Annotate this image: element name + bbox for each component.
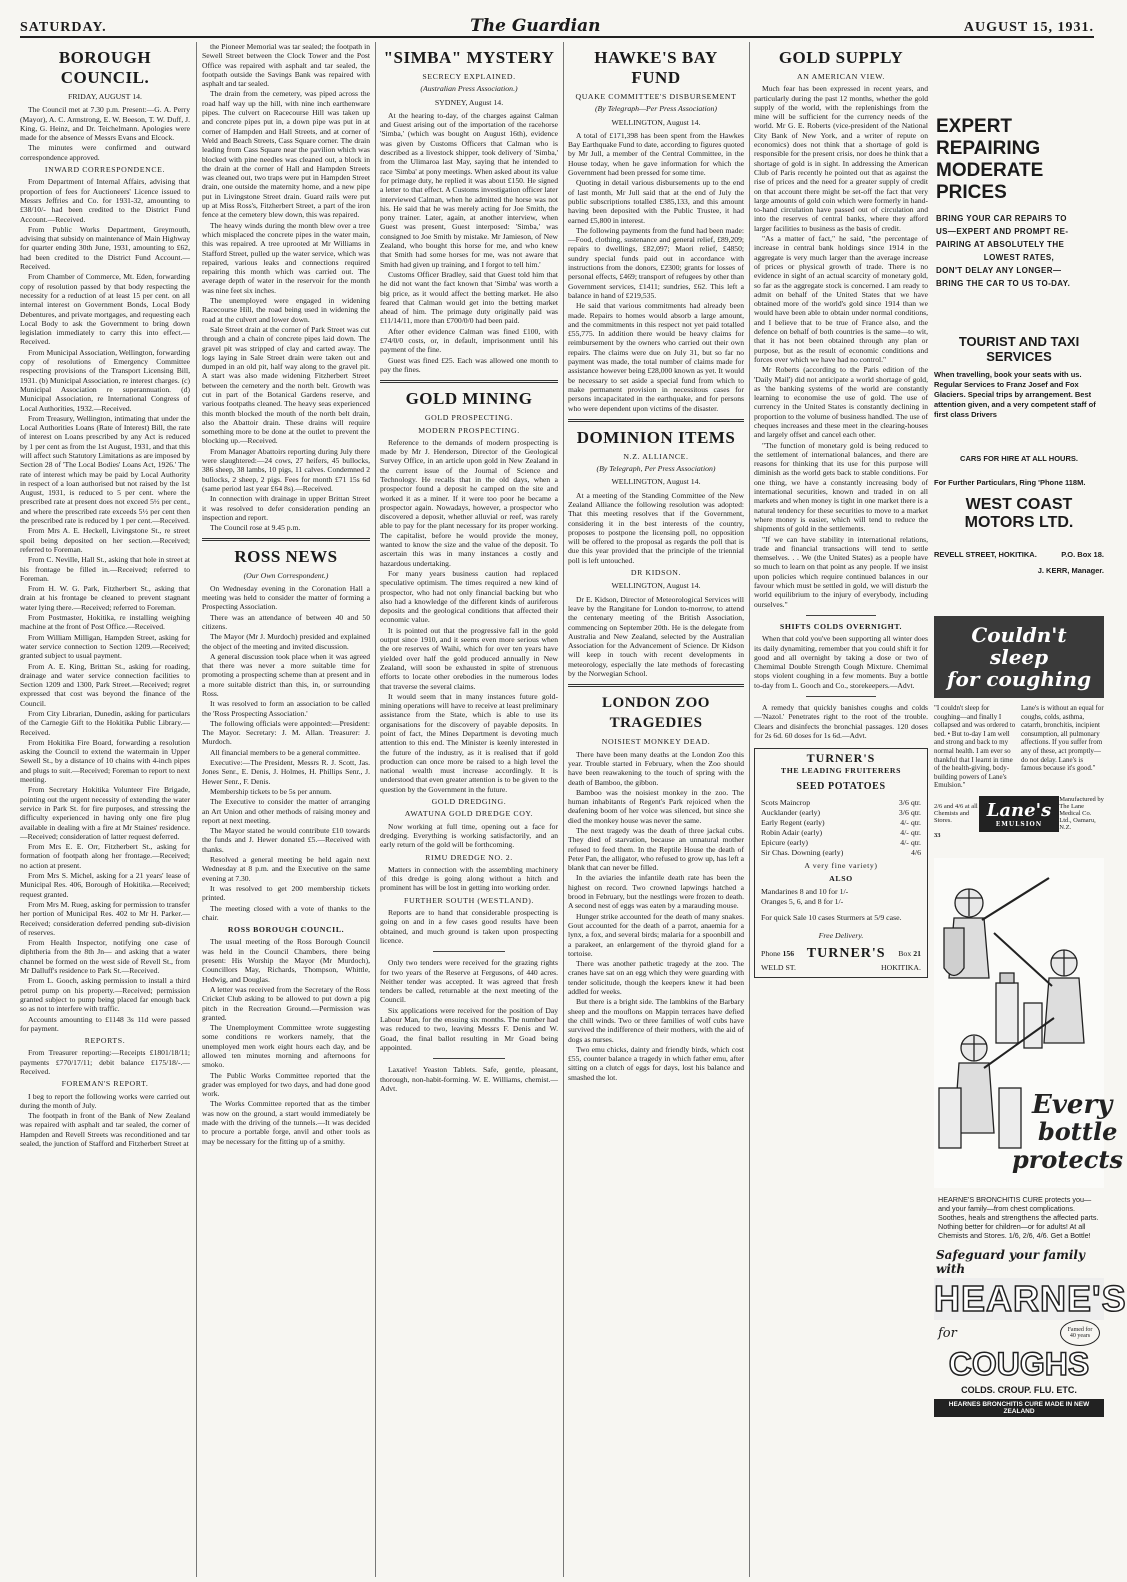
item-name: Early Regent (early): [761, 818, 825, 828]
taxi-title: TOURIST AND TAXI SERVICES: [958, 334, 1080, 364]
paragraph: Now working at full time, opening out a face for dredging. Everything is working satisfactorily, and an early return of the gold will be forthcoming.: [380, 821, 558, 850]
subheading: QUAKE COMMITTEE'S DISBURSEMENT: [575, 92, 737, 101]
paragraph: The footpath in front of the Bank of New Zealand was repaired with asphalt and tar sealed, the corner of Hampden and Revell Streets was reconditioned and tar sealed, the junction of Stafford and Fitzherbert Street at: [20, 1111, 190, 1149]
phone-number: 156: [782, 949, 795, 959]
source-line: (By Telegraph, Per Press Association): [596, 464, 716, 474]
paragraph: Six applications were received for the position of Day Labour Man, for the ensuing six months. The number had was reduced to two, leaving Messrs F. Denis and W. Goad, the final ballot resulting in Mr Goad being appointed.: [380, 1005, 558, 1052]
lanes-footer: [934, 796, 1104, 832]
item-name: Aucklander (early): [761, 808, 821, 818]
paragraph: It would seem that in many instances future gold-mining operations will have to receive at least preliminary assistance from the State, which is able to use its organisations for the discovery of payable deposits. In point of fact, the Mines Department is devoting much attention to this end. The Minister is keenly interested in the future of the industry, as it is realised that if gold production can once more be raised to a high level the national wealth must increase accordingly. It is understood that even greater attention is to be given to the question by the Government in the future.: [380, 691, 558, 794]
column-rule: [563, 42, 564, 1577]
paragraph: The usual meeting of the Ross Borough Council was held in the Council Chambers, there being present: His Worship the Mayor (Mr Murdoch), Councillors May, Richards, Thompson, Whittle, Hedwig, and Douglas.: [202, 937, 370, 984]
section-divider: [568, 684, 744, 687]
lanes-maker: Manufactured by The Lane Medical Co. Ltd., Oamaru, N.Z.: [1059, 796, 1104, 832]
bottle-word: bottle: [1038, 1117, 1118, 1146]
paragraph: A total of £171,398 has been spent from the Hawkes Bay Earthquake Fund to date, according to figures quoted by Mr Jull, a member of the Central Committee, in the House today, when he gave information for which the Government had been pressed for some time.: [568, 130, 744, 178]
turners-title: SEED POTATOES: [796, 781, 886, 793]
column-simba-gold-mining: [380, 42, 558, 1577]
repair-line: LOWEST RATES,: [983, 253, 1055, 262]
repair-headline-1: EXPERT REPAIRING: [936, 116, 1041, 159]
paragraph: "If we can have stability in international relations, trade and financial transactions will tend to settle themselves. . . We (the United States) as a people have so much to learn on that point as any people. If we insist upon policies which require continued balances in our favour which must be settled in gold, we will disturb the world equilibrium to the injury of everybody, including ourselves.": [754, 534, 928, 609]
paragraph: A remedy that quickly banishes coughs and colds—'Nazol.' Penetrates right to the root of the trouble. Clears and disinfects the bronchial passages. 120 doses for 2s 6d. 60 doses for 1s 6d.—Advt.: [754, 703, 928, 740]
paragraph: He said that various commitments had already been made. Repairs to homes would absorb a large amount, and the commitments in this respect not yet paid totalled £55,775. In addition there would be heavy claims for reimbursement by the owners who carried out their own repairs. The claims were due on July 31, but so far no payment was made, the total number of claims made for assistance however being £28,000 known as yet. It would be necessary to set aside a special fund from which to make permanent provision in necessitous cases for persons incapacitated in the earthquake, and for persons who were dependent upon victims of the disaster.: [568, 301, 744, 413]
paragraph: Two emu chicks, dainty and friendly birds, which cost £55, counter balance a tragedy in which father emu, after sitting on a clutch of eggs for days, lost his balance and smashed the lot.: [568, 1044, 744, 1082]
paragraph: The following officials were appointed:—President: The Mayor. Secretary: J. M. Allan. Treasurer: J. Murdoch.: [202, 718, 370, 747]
paragraph: In connection with drainage in upper Brittan Street it was resolved to defer consideration pending an inspection and report.: [202, 494, 370, 522]
paragraph: From Mrs S. Michel, asking for a 21 years' lease of Municipal Res. 406, Borough of Hokitika.—Received; request granted.: [20, 871, 190, 899]
paragraph: The Mayor (Mr J. Murdoch) presided and explained the object of the meeting and invited discussion.: [202, 632, 370, 651]
paragraph: For many years business caution had replaced speculative optimism. The times required a new kind of prospector, who had not only financial backing but who also had a knowledge of the different kinds of auriferous deposits and the geological conditions that affected their economic value.: [380, 568, 558, 625]
repair-line: PAIRING AT ABSOLUTELY THE: [936, 240, 1065, 249]
price-list-item: [761, 798, 921, 808]
source-line: (By Telegraph—Per Press Association): [594, 104, 718, 114]
paragraph: From Secretary Hokitika Volunteer Fire Brigade, pointing out the urgent necessity of extending the water service in Park St. for fire purposes, and stressing the difficulty experienced in having only one fire plug available in dealing with a fire at Mr Staines' residence.—Received; consideration of latter request deferred.: [20, 785, 190, 841]
masthead-date: AUGUST 15, 1931.: [963, 20, 1094, 35]
paragraph: The Council rose at 9.45 p.m.: [210, 523, 301, 533]
subheading: FOREMAN'S REPORT.: [61, 1079, 149, 1089]
price-list-item: [761, 848, 921, 858]
paragraph: "As a matter of fact," he said, "the percentage of increase in central bank holdings since 1914 in the aggregate is very much larger than the average increase of prices or physical growth of trade. There is no evidence in sight of an actual scarcity of monetary gold, so far as the aggregate stock is concerned. I am ready to admit on behalf of the United States that we have obtained more of the world's gold since 1914 than we would have been able to obtain under normal conditions, and I believe that to be true of France also, and the defence on behalf of both countries is the same—to wit, that it has not been obtained through any plan or purpose, but as the result of economic conditions and forces over which we have had no control.": [754, 234, 928, 364]
paragraph: "The function of monetary gold is being reduced to the settlement of international balances, and there are reasons for thinking that its use for this purpose will diminish as the world gets back to stable conditions. For one thing, we have a constantly increasing body of international securities, known and traded in on all markets and when money is tight in one market there is a natural tendency for these securities to move to a market where money is easier, which will tend to reduce the shipments of gold in the settlements.: [754, 440, 928, 534]
hearnes-colds: COLDS. CROUP. FLU. ETC.: [961, 1385, 1077, 1395]
paragraph: Sale Street drain at the corner of Park Street was cut through and a chain of concrete pipes laid down. The gravel pit was stripped of clay and carted away. The logs laying in Sale Street drain were taken out and dumped in an old pit, half way along to the gravel pit. A start was also made widening Fitzherbert Street between the cemetery and the north belt. Growth was cut in part of the Botanical Gardens reserve, and various footpaths cleaned. The heavy seas experienced this month blocked the mouth of the north belt drain, also the Abattoir drain. These drains will require something more to be done at the outlet to prevent the blocking up.—Received.: [202, 324, 370, 446]
paragraph: From Municipal Association, Wellington, forwarding copy of resolutions of Emergency Committee respecting provisions of the Transport Licensing Bill, 1931. (b) Municipal Association, re interest charges. (c) Municipal Association re superannuation. (d) Municipal Association, re International Congress of Local Authorities, 1932.—Received.: [20, 347, 190, 413]
paragraph: It was resolved to form an association to be called the 'Ross Prospecting Association.': [202, 699, 370, 718]
lanes-headline: Couldn't: [971, 623, 1067, 647]
hearnes-brand: HEARNE'S: [934, 1278, 1127, 1319]
lanes-testimonial: "I couldn't sleep for coughing—and finally I collapsed and was ordered to bed. • But to-day I am well and strong and back to my normal health. I am ever so thankful that I learnt in time of the health-giving, body-building powers of Lane's Emulsion.": [934, 704, 1016, 790]
article-title: "SIMBA" MYSTERY: [383, 48, 555, 67]
paragraph: Accounts amounting to £1148 3s 11d were passed for payment.: [20, 1014, 190, 1033]
price-list-item: [761, 828, 921, 838]
paragraph: There was another pathetic tragedy at the zoo. The cranes have sat on an egg which they were guarding with tender solicitude, though the keepers knew it had been addled for weeks.: [568, 959, 744, 997]
paragraph: The minutes were confirmed and outward correspondence approved.: [20, 143, 190, 162]
column-rule: [749, 42, 750, 1577]
paragraph: the Pioneer Memorial was tar sealed; the footpath in Sewell Street between the Clock Tower and the Post Office was repaired with asphalt and tar sealed, the footpath outside the Savings Bank was repaired with asphalt and tar sealed.: [202, 42, 370, 89]
repair-headline-2: MODERATE PRICES: [936, 160, 1044, 203]
protects-word: protects: [1012, 1145, 1123, 1174]
paragraph: From Health Inspector, notifying one case of diphtheria from the 8th Jn— and asking that a water channel be formed on the west side of Revell St., from Mr Dalluff's residence to Park St.—Received.: [20, 938, 190, 976]
paragraph: A letter was received from the Secretary of the Ross Cricket Club asking to be allowed to put down a pig pitch in the Recreation Ground.—Permission was granted.: [202, 984, 370, 1022]
paragraph: Hunger strike accounted for the death of many snakes. Gout accounted for the death of a parrot, anaemia for a lynx, a fox, and several birds; malaria for a spoonbill and a parakeet, an enlargement of the thyroid gland for a tortoise.: [568, 911, 744, 958]
phone-label: Phone: [761, 949, 781, 959]
turners-price-list: [761, 798, 921, 858]
turners-quick-sale: For quick Sale 10 cases Sturmers at 5/9 case.: [761, 913, 902, 923]
paragraph: At the hearing to-day, of the charges against Calman and Guest arising out of the importation of the racehorse 'Simba,' (which was bought on August 16th), evidence was given by Customs Officers that Calman who is described as a livestock shipper, took delivery of 'Simba,' from the Ulimaroa last May, saying that he intended to race 'Simba' at pony meetings. When asked about its value for primage duty, he replied it was about £150. He signed a letter to that effect. A Customs investigation officer later interviewed Calman, when he admitted the horse was not his. He said that he was merely acting for Joe Smith, the pony trainer. Later, again, at another interview, when Guest was present, Guest interposed: 'Simba,' was consigned to Joe Smith by mistake. Mr Jamieson, of New Zealand, who bought this horse for me, and who knew that Smith had some horses for me, was not aware that Smith had given up training, and I forgot to tell him.': [380, 110, 558, 269]
hearnes-coughs: COUGHS: [948, 1346, 1090, 1382]
paragraph: From L. Gooch, asking permission to install a third petrol pump on his property.—Received; permission granted subject to pump being placed far enough back so as not to interfere with traffic.: [20, 976, 190, 1014]
paragraph: Reports are to hand that considerable prospecting is going on and in a few cases good results have been obtained, and much ground is taken upon prospecting licence.: [380, 908, 558, 945]
paragraph: From Mrs M. Rueg, asking for permission to transfer her portion of Municipal Res. 402 to Mr H. Parker.—Received; consideration deferred pending sub-division of reserves.: [20, 899, 190, 937]
paragraph: A general discussion took place when it was agreed that there was never a more suitable time for promoting a prospecting scheme than at present and in a more suitable district than this, in, or surrounding Ross.: [202, 651, 370, 698]
item-name: Robin Adair (early): [761, 828, 823, 838]
paragraph: The drain from the cemetery, was piped across the road half way up the hill, with nine inch earthenware pipes. The culvert on Racecourse Hill was taken up and concrete pipes put in, a down pipe was put in at corner of Hampden and Hall Streets, and at corner of Weld and Beach Streets, Cass Square corner. The drain leading from Cass Square near the pavilion which was blocked with pine needles was cleaned out, a block in the drain at the corner of Hall and Hampden Streets was cleaned out, two traps were put in Hampden Street drain, one outside the maternity home, and a new pipe put in Livingstone Street drain. Guard rails were put up at Miss Ross's, Fitzherbert Street, a part of the iron fence at the cemetery blew down, this was repaired.: [202, 89, 370, 220]
paragraph: Membership tickets to be 5s per annum.: [210, 786, 332, 796]
turners-tagline: THE LEADING FRUITERERS: [780, 766, 902, 776]
paragraph: Bamboo was the noisiest monkey in the zoo. The human inhabitants of Regent's Park rejoiced when the deafening boom of her voice was silenced, but since she died the monkey house was never the same.: [568, 787, 744, 825]
divider: [806, 696, 876, 697]
column-gold-supply: [754, 42, 928, 1577]
turners-town: HOKITIKA.: [880, 963, 921, 973]
column-rule: [375, 42, 376, 1577]
paragraph: From Manager Abattoirs reporting during July there were slaughtered:—24 cows, 27 heifers, 45 bullocks, 386 sheep, 38 lambs, 10 pigs, 11 calves. Condemned 2 bullocks, 2 sheep, 2 pigs. Fees for month £71 15s 6d (same period last year £64 8s).—Received.: [202, 446, 370, 493]
paragraph: Dr E. Kidson, Director of Meteorological Services will leave by the Rangitane for London to-morrow, to attend the centenary meeting of the British Association, commencing on September 20th. He is the delegate from Australia and New Zealand, selected by the Australian Association for the Advancement of Science. Dr Kidson will keep in touch with recent developments in meteorology, especially the late methods of forecasting by the Norwegian School.: [568, 594, 744, 679]
paragraph: Customs Officer Bradley, said that Guest told him that he did not want the fact known that 'Simba' was worth a big price, as it would affect the betting market. He also feared that Calman would get into the betting market ahead of him. The primage duty originally paid was £11/14/11, more than £700/0/0 had been paid.: [380, 269, 558, 326]
subheading: NOISIEST MONKEY DEAD.: [601, 737, 711, 747]
turners-name: TURNER'S: [806, 751, 876, 766]
taxi-company: WEST COAST MOTORS LTD.: [964, 496, 1074, 531]
taxi-phone: For Further Particulars, Ring 'Phone 118M.: [934, 478, 1086, 487]
subheading: SHIFTS COLDS OVERNIGHT.: [779, 621, 903, 631]
article-title: ROSS NEWS: [234, 547, 338, 567]
column-hawkes-dominion-zoo: [568, 42, 744, 1577]
turners-mandarines: Mandarines 8 and 10 for 1/-: [761, 887, 849, 897]
paragraph: When that cold you've been supporting all winter does its daily dynamiting, remember that you could shift it for good and all overnight by taking a dose or two of Chemimal Double Strength Cough Mixture. Chemimal stops violent coughing in a few moments. Buy a bottle to-day from L. Gooch and Co., storekeepers.—Advt.: [754, 634, 928, 690]
dateline: WELLINGTON, August 14.: [611, 581, 701, 591]
repair-advertisement: [934, 112, 1104, 294]
repair-line: BRING THE CAR TO US TO-DAY.: [936, 279, 1071, 288]
section-divider: [380, 380, 558, 383]
turners-free-delivery: Free Delivery.: [818, 931, 864, 941]
taxi-cars: CARS FOR HIRE AT ALL HOURS.: [960, 454, 1078, 463]
paragraph: The following payments from the fund had been made:—Food, clothing, sustenance and general relief, £89,209; repairs to dwellings, £82,097; Maori relief, £4850; sundry special funds paid out in accordance with instructions from the donors, £2300; grants for losses of personal effects, £469; transport of refugees by other than Government services, £1411; sundries, £62. This left a balance in hand of £219,535.: [568, 225, 744, 300]
subheading: RIMU DREDGE NO. 2.: [425, 852, 513, 862]
repair-line: DON'T DELAY ANY LONGER—: [936, 266, 1062, 275]
article-title: DOMINION ITEMS: [576, 427, 736, 447]
masthead-paper-title: The Guardian: [470, 16, 601, 36]
dateline: SYDNEY, August 14.: [434, 97, 504, 107]
turners-street: WELD ST.: [761, 963, 796, 973]
paragraph: After other evidence Calman was fined £100, with £74/0/0 costs, or, in default, imprisonment until his payment of the fine.: [380, 326, 558, 355]
subheading: MODERN PROSPECTING.: [418, 425, 520, 435]
lanes-prices: 2/6 and 4/6 at all Chemists and Stores.: [934, 803, 978, 825]
paragraph: Mr Roberts (according to the Paris edition of the 'Daily Mail') did not anticipate a world shortage of gold, as 'the banking systems of the world are constantly learning to economise the use of gold. The use of currency in the United States is constantly declining in proportion to the volume of business handled. The use of cheques increases and these meet in the clearing-houses and largely offset and cancel each other.: [754, 365, 928, 440]
turners-contact: [761, 946, 921, 962]
turners-phone: [761, 949, 794, 959]
paragraph: From C. Neville, Hall St., asking that hole in street at his frontage be filled in.—Received; referred to Foreman.: [20, 555, 190, 583]
repair-line: US—EXPERT AND PROMPT RE-: [936, 227, 1069, 236]
subheading: N.Z. ALLIANCE.: [623, 451, 689, 461]
paragraph: It was resolved to get 200 membership tickets printed.: [202, 883, 370, 903]
subheading: GOLD PROSPECTING.: [424, 413, 514, 423]
paragraph: The Works Committee reported that as the timber was now on the ground, a start would immediately be made with the driving of the tunnels.—It was decided to procure a portable forge, anvil and other tools as may be necessary for the fitting up of a smithy.: [202, 1099, 370, 1146]
subheading: ROSS BOROUGH COUNCIL.: [227, 925, 345, 935]
subheading: GOLD DREDGING.: [431, 797, 507, 807]
paragraph: Quoting in detail various disbursements up to the end of last month, Mr Jull said that at the end of July the public subscriptions totalled £385,133, and this amount having been deposited with the Public Trustee, it had earned £5,800 in interest.: [568, 178, 744, 225]
subheading: INWARD CORRESPONDENCE.: [44, 165, 166, 175]
dateline: WELLINGTON, August 14.: [611, 477, 701, 487]
lanes-headline-block: [934, 616, 1104, 698]
every-word: Every: [1032, 1090, 1113, 1120]
item-name: Scots Maincrop: [761, 798, 811, 808]
lanes-text: [934, 704, 1104, 790]
paragraph: Executive:—The President, Messrs R. J. Scott, Jas. Jones Senr., E. Denis, J. Holmes, H. Phillips Senr., J. Hewer Senr., F. Denis.: [202, 758, 370, 786]
paragraph: The next tragedy was the death of three jackal cubs. They died of starvation, because an unnatural mother refused to feed them. In the Reptile House the death of Peter Pan, the alligator, who refused to grow up, has left a blank that can never be filled.: [568, 826, 744, 873]
subheading: AN AMERICAN VIEW.: [797, 72, 885, 81]
article-title: HAWKE'S BAY FUND: [594, 48, 718, 87]
paragraph: The Public Works Committee reported that the grader was employed for two days, and had done good work.: [202, 1070, 370, 1099]
item-price: 3/6 qtr.: [898, 808, 921, 818]
taxi-advertisement: [934, 334, 1104, 576]
paragraph: From Postmaster, Hokitika, re installing weighing machine at the front of Post Office.—Received.: [20, 613, 190, 632]
repair-line: BRING YOUR CAR REPAIRS TO: [936, 214, 1067, 223]
paragraph: At a meeting of the Standing Committee of the New Zealand Alliance the following resolution was adopted: That this meeting resolves that if the Government, considering it in the best interests of the country, proposes to postpone the licensing poll, no opposition will be offered to the proposal as regards the poll that is due this year provided that the principle of the triennial poll is left untouched.: [568, 490, 744, 565]
paragraph: In the aviaries the infantile death rate has been the highest on record. Two crowned lapwings hatched a brood in February, but the nestlings were frozen to death. A second nest of eggs was eaten by a marauding mouse.: [568, 873, 744, 911]
taxi-box: P.O. Box 18.: [1061, 550, 1104, 559]
lanes-advertisement: [934, 616, 1104, 839]
box-label: Box: [898, 949, 912, 959]
subheading: SECRECY EXPLAINED.: [422, 72, 516, 81]
hearnes-famed-badge: Famed for 40 years: [1060, 1320, 1100, 1346]
taxi-manager: J. KERR, Manager.: [1037, 566, 1104, 575]
paragraph: It is pointed out that the progressive fall in the gold output since 1910, and it seems even more serious when the ore reserves of Waihi, which for over ten years have yielded over half the gold produced annually in New Zealand, will soon be exhausted in spite of strenuous efforts to locate other orebodies in the numerous lodes that traverse the several claims.: [380, 625, 558, 691]
dateline: FRIDAY, AUGUST 14.: [68, 92, 142, 101]
price-list-item: [761, 838, 921, 848]
paragraph: Reference to the demands of modern prospecting is made by Mr J. Henderson, Director of the Geological Survey Office, in an article upon gold in New Zealand in the current issue of the Journal of Science and Technology. He recalls that in the old days, when a prospector found a deposit he camped on the site and worked it as a miner. If it were too poor he became a prospector again. Nowadays, however, a prospector who discovered a deposit, whether alluvial or reef, was rarely able to pay for the plant necessary for its proper working. The capitalist, before he would provide the money, wanted to know the size and the value of the deposit. To ascertain this was in many instances a costly and hazardous undertaking.: [380, 437, 558, 568]
item-price: 4/- qtr.: [900, 838, 921, 848]
paragraph: From Mrs A. E. Heckell, Livingstone St., re street spoil being deposited on her section.—Received; referred to Foreman.: [20, 526, 190, 554]
paragraph: There have been many deaths at the London Zoo this year. Trouble started in February, when the Zoo should have been reawakening to the touch of spring with the death of Bamboo, the gibbon.: [568, 749, 744, 787]
paragraph: The unemployed were engaged in widening Racecourse Hill, the road being used in widening the road at the culvert and lower down.: [202, 296, 370, 324]
paragraph: The meeting closed with a vote of thanks to the chair.: [202, 903, 370, 922]
paragraph: The Council met at 7.30 p.m. Present:—G. A. Perry (Mayor), A. C. Armstrong, E. W. Beeson, T. W. Duff, J. King, G. Heinz, and Dr. Teichelmann. Apologies were made for the absence of Messrs Evans and Elcock.: [20, 105, 190, 143]
item-price: 4/6: [911, 848, 921, 858]
price-list-item: [761, 818, 921, 828]
paragraph: The Mayor stated he would contribute £10 towards the funds and J. Hewer donated £5.—Received with thanks.: [202, 826, 370, 854]
article-title: BOROUGH COUNCIL.: [58, 48, 152, 87]
paragraph: From William Milligan, Hampden Street, asking for water service connection to Section 1209.—Received; granted subject to usual payment.: [20, 632, 190, 661]
item-name: Sir Chas. Downing (early): [761, 848, 844, 858]
lanes-claim: Lane's is without an equal for coughs, colds, asthma, catarrh, bronchitis, incipient consumption, all pulmonary affections. If you suffer from any of these, act promptly—do not delay. Lane's is famous because it's good.": [1021, 704, 1104, 773]
subheading: AWATUNA GOLD DREDGE COY.: [404, 809, 534, 819]
column-council-continued: [202, 42, 370, 1577]
hearnes-footer: HEARNES BRONCHITIS CURE MADE IN NEW ZEALAND: [934, 1399, 1104, 1417]
section-divider: [202, 538, 370, 541]
knight-illustration: [934, 858, 1123, 1188]
turners-also: ALSO: [829, 874, 853, 884]
turners-name-footer: TURNER'S: [806, 946, 886, 962]
box-number: 21: [913, 949, 921, 959]
hearnes-advertisement: [934, 858, 1127, 1578]
paragraph: Only two tenders were received for the grazing rights for two years of the Reserve at Fergusons, of 440 acres. Neither tender was accepted. It was agreed that fresh tenders be called, returnable at the next meeting of the Council.: [380, 958, 558, 1005]
paragraph: From City Librarian, Dunedin, asking for particulars of the Carnegie Gift to the Hokitika Public Library.—Received.: [20, 709, 190, 737]
lanes-logo: [979, 796, 1060, 832]
paragraph: From Treasury, Wellington, intimating that under the Local Authorities Loans (Rate of Interest) Bill, the rate of interest on Loans prescribed by any Act is reduced by 1 per cent as from the 1st August, 1931, and that this will affect such Statutory Limitations as are imposed by Section 28 of 'The Local Bodies' Loans Act, 1926.' The rate of interest which may be paid by Local Authority in respect of a loan authorised but not raised by the 1st August, 1931, is reduced to 5 per cent. where the prescribed rate at present does not exceed 5½ per cent., and where the prescribed rate exceeds 5½ per cent then the prescribed rate is reduced by 1 per cent.—Received.: [20, 413, 190, 526]
paragraph: Much fear has been expressed in recent years, and particularly during the past 12 months, whether the gold supply of the world, with the replenishings from the mine will be sufficient for the currency needs of the world. Mr G. E. Roberts (vice-president of the National City Bank of New York, and a writer of repute on economics) does not think that a shortage of gold is responsible for the present crisis, nor does he think that a shortage of gold is in sight. In addressing the American Club of Paris recently he pointed out that as against the rise of prices and the need for a greater supply of credit on that account there might be set-off the fact that very large amounts of gold coin which were formerly in hand-to-hand circulation have passed out of circulation and into the reserves of central banks, where they afford larger facilities to business as the basis of credit.: [754, 84, 928, 233]
paragraph: But there is a bright side. The lambkins of the Barbary sheep and the mouflons on Mappin terraces have defied the chill winds. Two or three families of wolf cubs have survived the indifference of their mothers, with the aid of dogs as nurses.: [568, 997, 744, 1044]
hearnes-safeguard: Safeguard your family with: [936, 1248, 1085, 1276]
paragraph: There was an attendance of between 40 and 50 citizens.: [202, 612, 370, 631]
turners-address: [761, 963, 921, 973]
dateline: WELLINGTON, August 14.: [611, 117, 701, 127]
subheading: FURTHER SOUTH (WESTLAND).: [404, 895, 534, 905]
paragraph: The heavy winds during the month blew over a tree which misplaced the concrete pipes in the water main, this was repaired. A tree uprooted at Mr Williams in Stafford Street, pulled up the water service, which was repaired, various leaks and connections required repairing this month which was carried out. The average depth of water in the reservoir for the month was nine feet six inches.: [202, 220, 370, 295]
paragraph: From Department of Internal Affairs, advising that proportion of fees for Auctioneers' Licence issued to Messrs Jeffries and Co. for 1931-32, amounting to £38/10/- had been credited to the District Fund Account.—Received.: [20, 177, 190, 224]
paragraph: From A. E. King, Brittan St., asking for roading, drainage and water service connection facilities to Section 1209 and 1300, Park Street.—Received; regret expressed that cost was beyond the finance of the Council.: [20, 661, 190, 708]
taxi-address: [934, 550, 1104, 560]
item-price: 4/- qtr.: [900, 818, 921, 828]
turners-note: A very fine variety): [804, 861, 878, 871]
paragraph: All financial members to be a general committee.: [210, 747, 361, 757]
item-name: Epicure (early): [761, 838, 808, 848]
lanes-headline: for coughing: [946, 667, 1092, 691]
paragraph: Guest was fined £25. Each was allowed one month to pay the fines.: [380, 355, 558, 374]
paragraph: From Public Works Department, Greymouth, advising that subsidy on maintenance of Main Highway for quarter ending 30th June, 1931, amounting to £62, had been credited to the District Fund Account.—Received.: [20, 224, 190, 272]
paragraph: From Treasurer reporting:—Receipts £1801/18/11; payments £770/17/11; debit balance £175/18/-.—Received.: [20, 1048, 190, 1076]
paragraph: From Hokitika Fire Board, forwarding a resolution asking the Council to extend the watermain in Upper Sewell St., by a distance of 10 chains with 4-inch pipes and plugs to suit.—Received; Foreman to report to next meeting.: [20, 737, 190, 785]
hearnes-body: HEARNE'S BRONCHITIS CURE protects you—and your family—from chest complications. Soothes, heals and strengthens the affected parts. Nothing better for children—or for adults! At all Chemists and Stores. 1/6, 2/6, 4/6. Get a Bottle!: [938, 1195, 1099, 1240]
masthead-day: SATURDAY.: [20, 20, 107, 35]
turners-advertisement: [754, 748, 928, 978]
article-title: GOLD SUPPLY: [778, 48, 904, 67]
article-title: LONDON ZOO TRAGEDIES: [602, 695, 710, 732]
paragraph: The Unemployment Committee wrote suggesting some conditions re workers namely, that the unemployed men work eight hours each day, and be allowed ten minutes morning and afternoons for smoko.: [202, 1023, 370, 1070]
paragraph: I beg to report the following works were carried out during the month of July.: [20, 1091, 190, 1110]
taxi-body: When travelling, book your seats with us. Regular Services to Franz Josef and Fox Glaciers. Special trips by arrangement. Best attention given, and a very competent staff of first class Drivers: [934, 370, 1096, 419]
paragraph: From Chamber of Commerce, Mt. Eden, forwarding copy of resolution passed by that body respecting the necessity for a reduction of at least 15 per cent. on all internal interest on Government Bonds, Local Body Debentures, and private mortgages, and requesting each Local Body to ask the Government to bring down legislation immediately to carry this into effect.—Received.: [20, 272, 190, 347]
taxi-street: REVELL STREET, HOKITIKA.: [934, 550, 1037, 559]
divider: [806, 615, 876, 616]
hearnes-coughs-row: [934, 1320, 1104, 1346]
hearnes-for: for: [938, 1325, 957, 1341]
lanes-brand: Lane's: [986, 799, 1052, 821]
section-divider: [568, 419, 744, 422]
source-line: (Australian Press Association.): [420, 84, 518, 94]
lanes-code: 33: [934, 831, 941, 839]
masthead: [20, 10, 1094, 38]
paragraph: From Mrs E. E. Orr, Fitzherbert St., asking for formation of footpath along her frontage.—Received; no action at present.: [20, 842, 190, 870]
price-list-item: [761, 808, 921, 818]
paragraph: Matters in connection with the assembling machinery of this dredge is going along without a hitch and prominent has will be lost in getting into working order.: [380, 864, 558, 893]
lanes-brand-sub: EMULSION: [995, 820, 1043, 828]
subheading: DR KIDSON.: [630, 568, 682, 578]
lanes-headline: sleep: [989, 645, 1049, 669]
item-price: 3/6 qtr.: [898, 798, 921, 808]
paragraph: Resolved a general meeting be held again next Wednesday at 8 p.m. and the Executive on the same evening at 7.30.: [202, 855, 370, 883]
paragraph: The Executive to consider the matter of arranging an Art Union and other methods of raising money and report at next meeting.: [202, 797, 370, 825]
subheading: REPORTS.: [84, 1036, 126, 1046]
divider: [433, 951, 504, 952]
divider: [433, 1058, 504, 1059]
column-rule: [196, 42, 197, 1577]
paragraph: From H. W. G. Park, Fitzherbert St., asking that drain at his frontage be cleaned to prevent stagnant water lying there.—Received; referred to Foreman.: [20, 584, 190, 612]
byline: (Our Own Correspondent.): [243, 571, 329, 581]
advertisement-line: Laxative! Yeaston Tablets. Safe, gentle, pleasant, thorough, non-habit-forming. W. E. Williams, chemist.—Advt.: [380, 1065, 558, 1093]
turners-box: [898, 949, 921, 959]
turners-oranges: Oranges 5, 6, and 8 for 1/-: [761, 897, 844, 907]
paragraph: On Wednesday evening in the Coronation Hall a meeting was held to consider the matter of forming a Prospecting Association.: [202, 583, 370, 612]
item-price: 4/- qtr.: [900, 828, 921, 838]
column-borough-council: [20, 42, 190, 1577]
article-title: GOLD MINING: [405, 389, 533, 409]
